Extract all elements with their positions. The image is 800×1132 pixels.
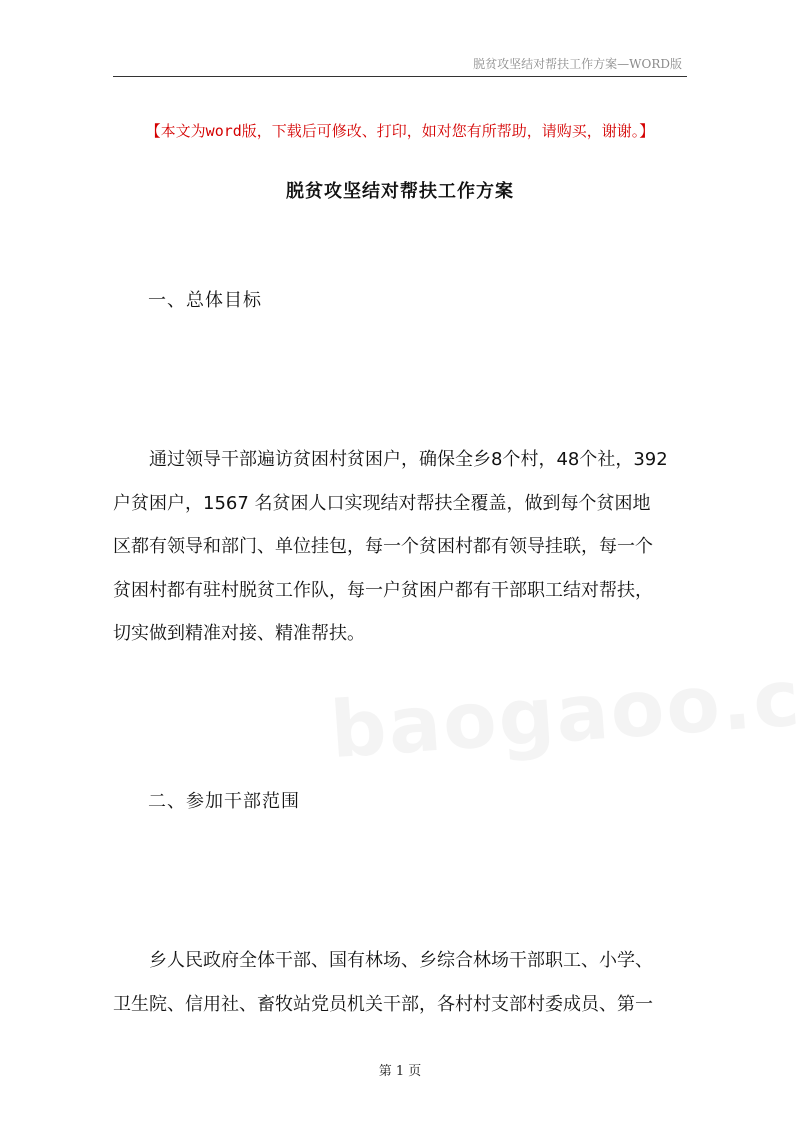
paragraph-line: 区都有领导和部门、单位挂包，每一个贫困村都有领导挂联，每一个 [113, 536, 653, 557]
paragraph-line: 乡人民政府全体干部、国有林场、乡综合林场干部职工、小学、 [149, 950, 653, 971]
paragraph-line: 通过领导干部遍访贫困村贫困户，确保全乡8个村，48个社，392 [149, 449, 668, 470]
section-paragraph-goals [113, 438, 688, 656]
site-watermark [328, 644, 800, 776]
section-paragraph-scope [113, 939, 688, 1026]
document-title: 脱贫攻坚结对帮扶工作方案 [286, 181, 514, 202]
running-header: 脱贫攻坚结对帮扶工作方案—WORD版 [473, 57, 682, 71]
paragraph-line: 切实做到精准对接、精准帮扶。 [113, 623, 365, 644]
section-heading-goals: 一、总体目标 [148, 290, 262, 311]
header-divider [113, 76, 687, 77]
section-heading-scope: 二、参加干部范围 [148, 791, 300, 812]
page-number: 第 1 页 [378, 1064, 422, 1079]
purchase-notice: 【本文为word版，下载后可修改、打印，如对您有所帮助，请购买，谢谢。】 [145, 122, 655, 140]
paragraph-line: 贫困村都有驻村脱贫工作队，每一户贫困户都有干部职工结对帮扶， [113, 579, 653, 601]
paragraph-line: 卫生院、信用社、畜牧站党员机关干部，各村村支部村委成员、第一 [113, 993, 653, 1015]
paragraph-line: 户贫困户，1567 名贫困人口实现结对帮扶全覆盖，做到每个贫困地 [113, 492, 651, 514]
